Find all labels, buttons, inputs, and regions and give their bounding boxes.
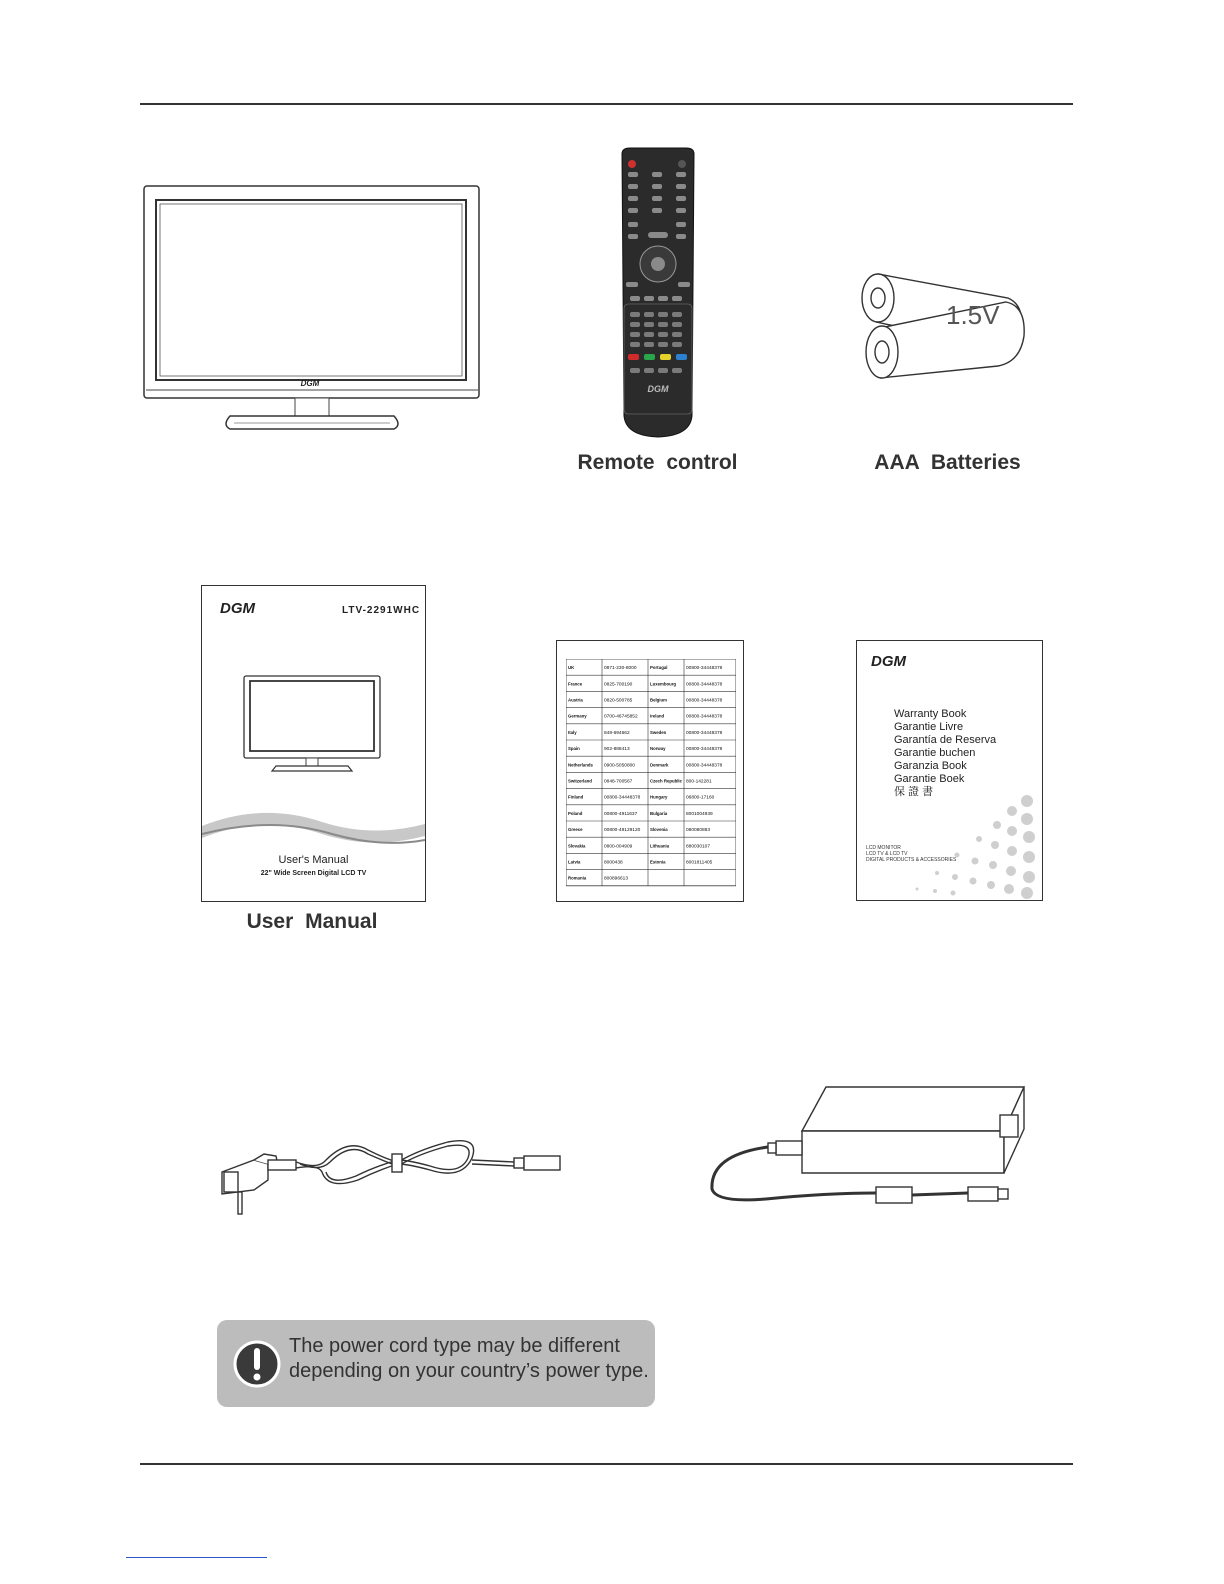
table-cell-country: Sweden <box>650 729 667 735</box>
tv-logo: DGM <box>300 379 320 388</box>
table-cell-country: Romania <box>568 875 587 881</box>
warranty-title: Garantie Boek <box>894 773 965 785</box>
power-cord-illustration <box>218 1130 568 1220</box>
table-cell-country: Greece <box>568 827 583 833</box>
table-cell-country: Belgium <box>650 697 667 703</box>
warranty-title: 保 證 書 <box>894 786 934 798</box>
footer-rule <box>140 1463 1073 1465</box>
remote-control-caption: Remote control <box>577 451 738 474</box>
table-cell-country: Poland <box>568 810 583 816</box>
aaa-batteries-caption: AAA Batteries <box>874 451 1021 474</box>
table-cell-country: Hungary <box>650 794 668 800</box>
power-cord-notice <box>217 1320 655 1407</box>
table-cell-number: 00800-34448378 <box>686 698 723 704</box>
warranty-footer-line: LCD MONITOR <box>866 845 901 851</box>
table-cell-country: Slovakia <box>568 843 586 849</box>
warranty-halftone-decoration <box>857 781 1042 901</box>
table-cell-number: 00800-34448378 <box>686 763 723 769</box>
table-cell-country: Latvia <box>568 859 581 865</box>
table-cell-number: 880030107 <box>686 844 711 850</box>
table-cell-country: Portugal <box>650 665 668 671</box>
table-cell-number: 00800-48129120 <box>604 828 641 834</box>
table-cell-number: 00800-34448378 <box>686 714 723 720</box>
table-cell-number: 080080883 <box>686 828 711 834</box>
notice-text <box>289 1334 649 1384</box>
exclamation-icon <box>233 1340 281 1388</box>
manual-model-number: LTV-2291WHC <box>342 605 421 616</box>
table-cell-country: Italy <box>568 729 577 735</box>
table-cell-number: 0800-004909 <box>604 844 633 850</box>
warranty-title: Garantie buchen <box>894 747 976 759</box>
warranty-title: Garantía de Reserva <box>894 734 997 746</box>
user-manual-caption: User Manual <box>246 910 378 933</box>
table-cell-number: 00800-4911637 <box>604 811 638 817</box>
table-cell-country: Slovenia <box>650 827 668 833</box>
table-cell-country: Luxembourg <box>650 681 677 687</box>
table-cell-country: Finland <box>568 794 584 800</box>
notice-line-2: depending on your country’s power type. <box>289 1360 649 1382</box>
table-cell-number: 8000438 <box>604 860 623 866</box>
lcd-tv-illustration <box>142 185 482 435</box>
warranty-book-cover <box>856 640 1043 901</box>
aaa-batteries-illustration <box>858 262 1033 382</box>
table-cell-country: Czech Republic <box>650 778 682 784</box>
manual-brand-logo: DGM <box>220 600 255 617</box>
table-cell-country: Germany <box>568 713 587 719</box>
table-cell-country: France <box>568 681 583 687</box>
manual-swoosh-decoration <box>202 804 425 854</box>
table-cell-number: 00800-34448378 <box>604 795 641 801</box>
manual-tv-icon <box>242 674 384 776</box>
table-cell-number: 00800-34448378 <box>686 682 723 688</box>
manual-cover-title: User's Manual <box>278 854 349 866</box>
table-cell-number: 8001811405 <box>686 860 713 866</box>
table-cell-number: 0900-5050800 <box>604 763 635 769</box>
table-cell-number: 00800-34448378 <box>686 730 723 736</box>
warranty-footer-line: LCD TV & LCD TV <box>866 851 908 857</box>
table-cell-country: Denmark <box>650 762 669 768</box>
table-cell-country: Norway <box>650 746 666 752</box>
manual-cover-subtitle: 22" Wide Screen Digital LCD TV <box>260 870 367 877</box>
table-cell-number: 8001004939 <box>686 811 713 817</box>
warranty-title: Garantie Livre <box>894 721 964 733</box>
table-cell-country: Spain <box>568 746 580 752</box>
warranty-footer-line: DIGITAL PRODUCTS & ACCESSORIES <box>866 857 957 863</box>
table-cell-country: Ireland <box>650 713 665 719</box>
table-cell-number: 00800-34448378 <box>686 747 723 753</box>
service-numbers-table <box>566 659 736 889</box>
warranty-title-list <box>894 708 996 799</box>
table-cell-country: Austria <box>568 697 583 703</box>
remote-logo: DGM <box>647 384 669 394</box>
table-cell-number: 800-142281 <box>686 779 712 785</box>
table-cell-country: Netherlands <box>568 762 593 768</box>
table-cell-country: Switzerland <box>568 778 592 784</box>
table-cell-number: 0700-46745852 <box>604 714 638 720</box>
table-cell-number: 0820-500785 <box>604 698 633 704</box>
table-cell-number: 00800-34448378 <box>686 666 723 672</box>
table-cell-number: 902-888413 <box>604 747 630 753</box>
user-manual-cover <box>201 585 426 902</box>
table-cell-country: Lithuania <box>650 843 670 849</box>
power-adapter-illustration <box>706 1085 1028 1213</box>
table-cell-country: Estonia <box>650 859 666 865</box>
warranty-brand-logo: DGM <box>871 653 906 670</box>
service-numbers-card <box>556 640 744 902</box>
warranty-title: Garanzia Book <box>894 760 967 772</box>
table-cell-number: 0848-700567 <box>604 779 633 785</box>
table-cell-country: UK <box>568 665 575 671</box>
table-cell-number: 0871-230-8000 <box>604 666 637 672</box>
remote-control-illustration <box>618 146 698 440</box>
header-rule <box>140 103 1073 105</box>
table-cell-number: 06800-17160 <box>686 795 715 801</box>
footer-link-underline <box>126 1557 267 1558</box>
table-cell-number: 848-694662 <box>604 730 630 736</box>
notice-line-1: The power cord type may be different <box>289 1335 620 1357</box>
warranty-title: Warranty Book <box>894 708 967 720</box>
warranty-footer-text <box>866 845 956 863</box>
table-cell-country: Bulgaria <box>650 810 668 816</box>
table-cell-number: 800896613 <box>604 876 629 882</box>
table-cell-number: 0825-700190 <box>604 682 633 688</box>
battery-voltage-label: 1.5V <box>946 300 1000 330</box>
